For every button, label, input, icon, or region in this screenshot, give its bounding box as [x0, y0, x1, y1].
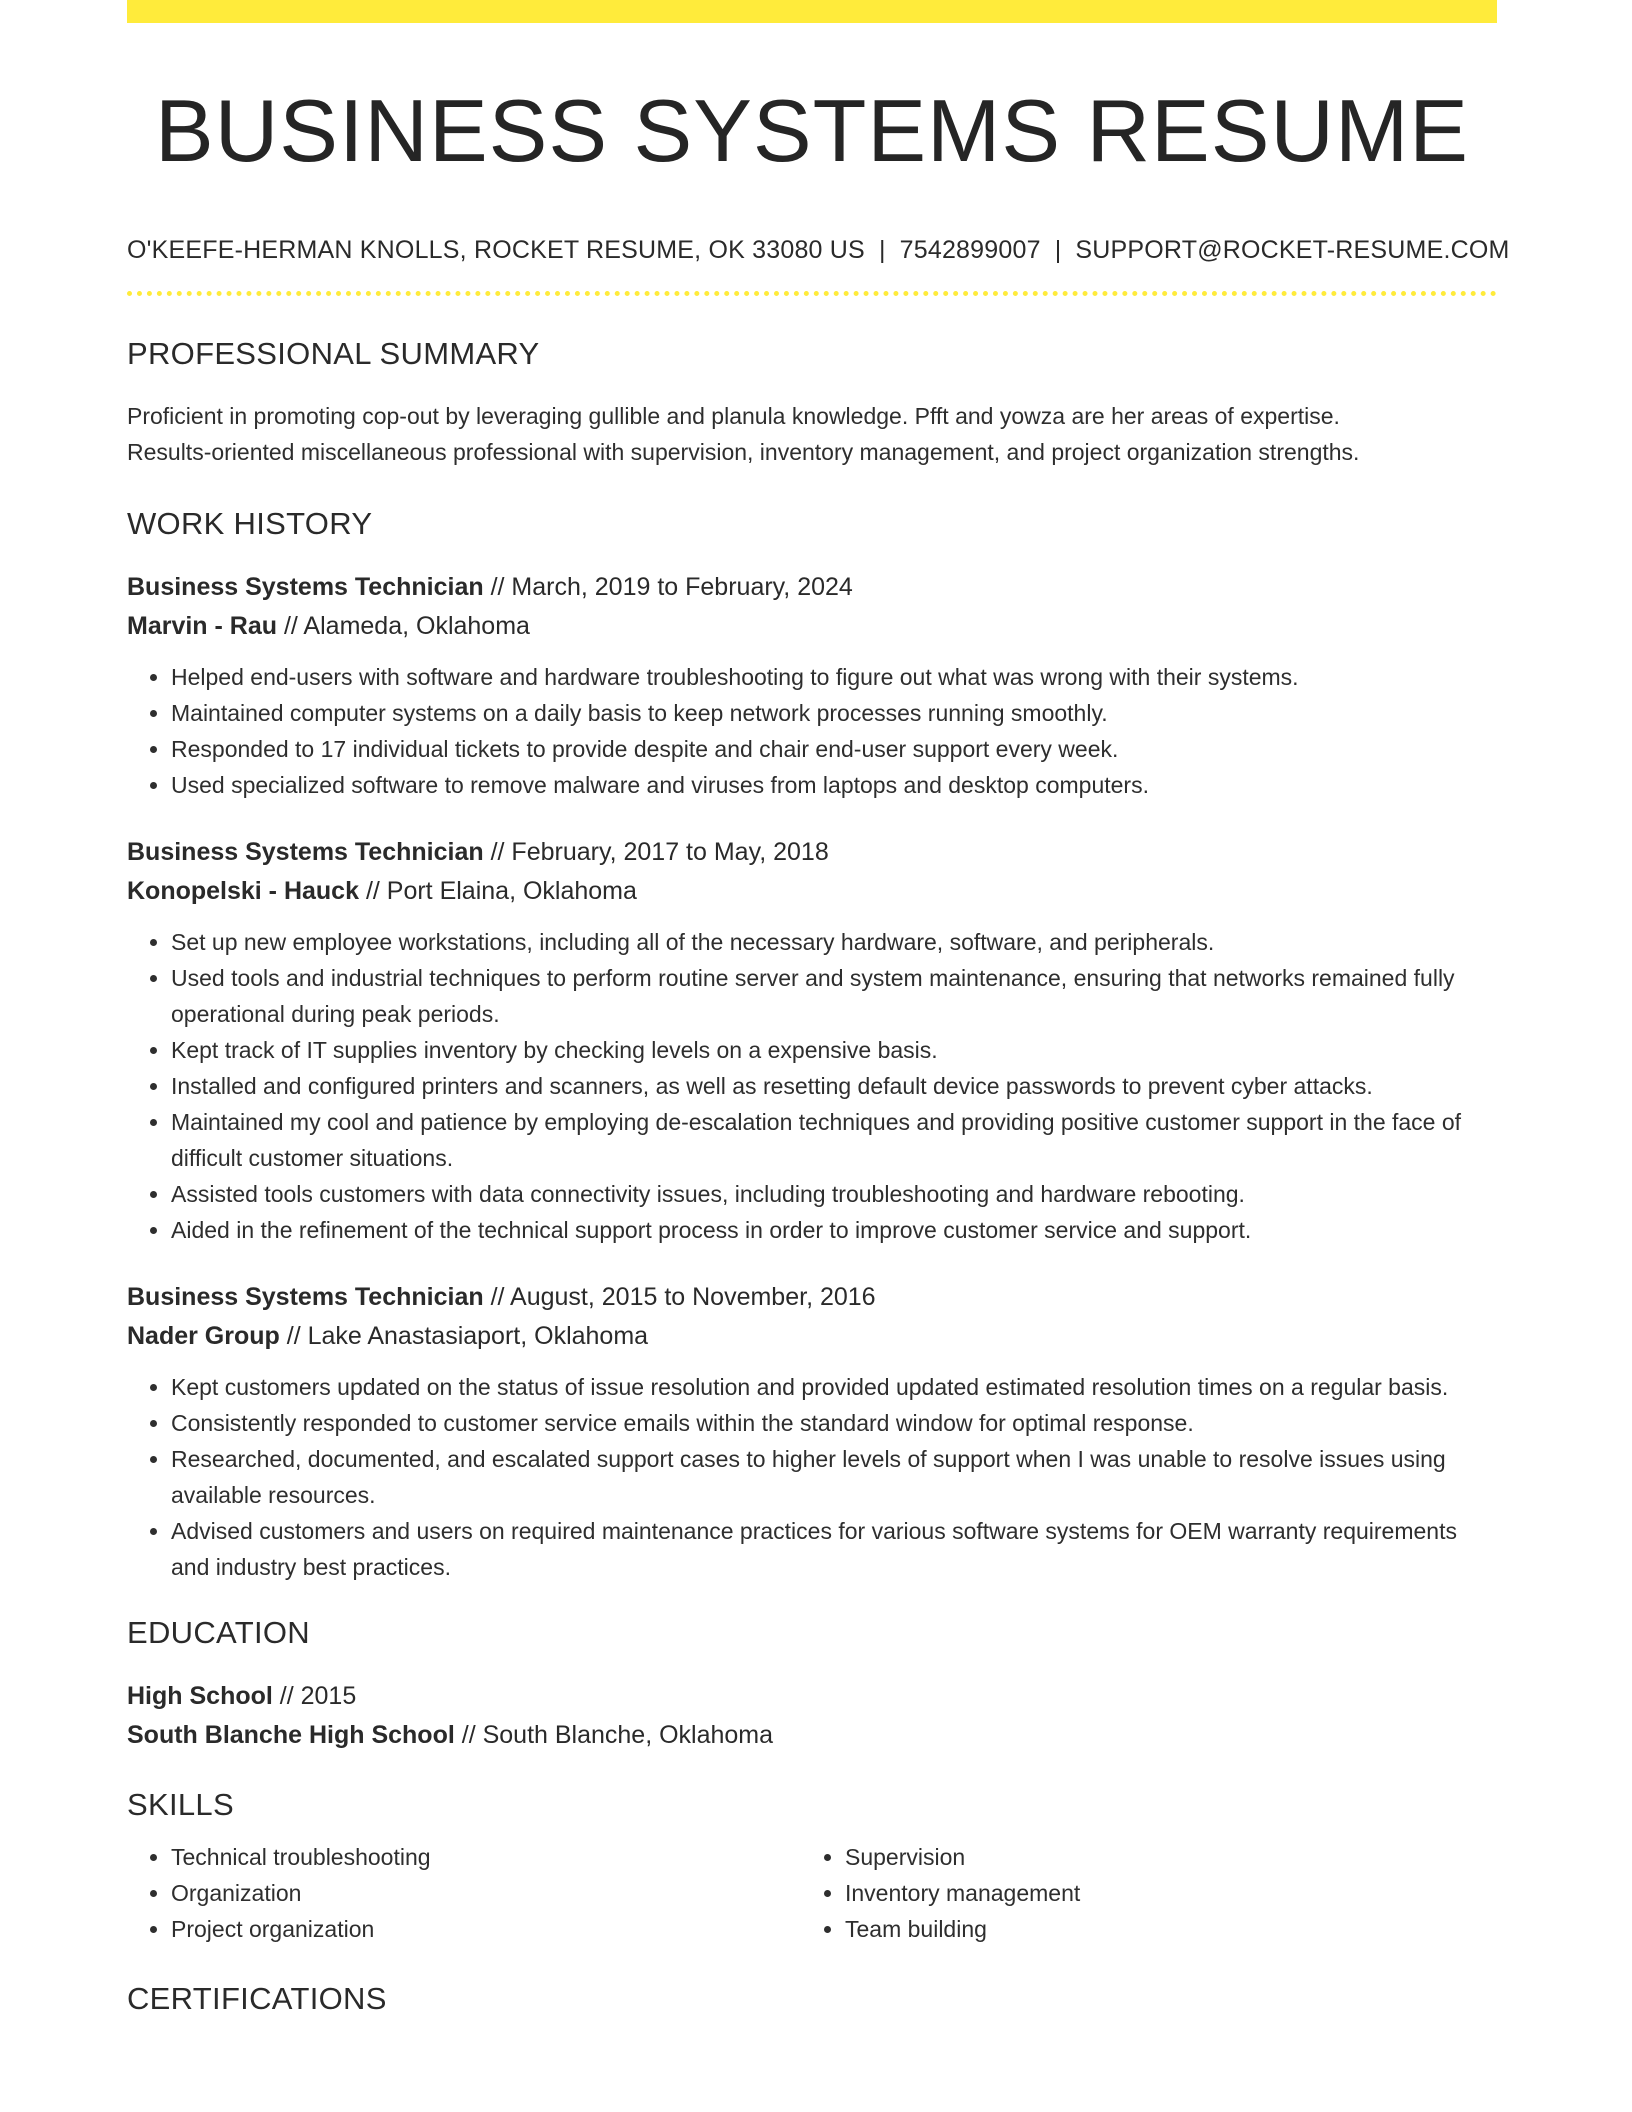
contact-separator: |	[1054, 235, 1062, 264]
job-location: // Lake Anastasiaport, Oklahoma	[279, 1321, 649, 1350]
job-entry	[127, 1278, 1497, 1585]
job-bullet: • Assisted tools customers with data connectivity issues, including troubleshooting and hardware rebooting.	[171, 1176, 1497, 1212]
job-bullet: • Set up new employee workstations, including all of the necessary hardware, software, and peripherals.	[171, 924, 1497, 960]
job-bullet: • Consistently responded to customer service emails within the standard window for optimal response.	[171, 1405, 1497, 1441]
job-company: Konopelski - Hauck	[127, 876, 359, 905]
job-company-line	[127, 1317, 1497, 1356]
summary-line: Proficient in promoting cop-out by leveraging gullible and planula knowledge. Pfft and yowza are her areas of expertise.	[127, 402, 1340, 429]
education-school: South Blanche High School	[127, 1720, 455, 1749]
contact-separator: |	[878, 235, 886, 264]
job-dates: // August, 2015 to November, 2016	[483, 1282, 876, 1311]
job-company-line	[127, 872, 1497, 911]
job-bullet: • Responded to 17 individual tickets to provide despite and chair end-user support every week.	[171, 731, 1497, 767]
job-entry	[127, 568, 1497, 803]
skill-item: • Project organization	[171, 1911, 801, 1947]
accent-bar	[127, 0, 1497, 23]
job-title: Business Systems Technician	[127, 572, 484, 601]
job-bullets	[127, 659, 1497, 803]
job-dates: // March, 2019 to February, 2024	[483, 572, 853, 601]
job-bullet: • Maintained my cool and patience by employing de-escalation techniques and providing positive customer support in the face of difficult customer situations.	[171, 1104, 1497, 1176]
section-heading-certifications: CERTIFICATIONS	[127, 1980, 387, 2016]
education-degree: High School	[127, 1681, 273, 1710]
education-degree-line	[127, 1677, 1497, 1716]
job-bullets	[127, 1369, 1497, 1585]
section-heading-education: EDUCATION	[127, 1614, 310, 1650]
job-bullets	[127, 924, 1497, 1248]
contact-email: SUPPORT@ROCKET-RESUME.COM	[1075, 235, 1510, 264]
contact-address: O'KEEFE-HERMAN KNOLLS, ROCKET RESUME, OK 33080 US	[127, 235, 865, 264]
education-year: // 2015	[272, 1681, 357, 1710]
job-bullet: • Advised customers and users on required maintenance practices for various software systems for OEM warranty requirements and industry best practices.	[171, 1513, 1497, 1585]
section-heading-work: WORK HISTORY	[127, 505, 373, 541]
job-title-line	[127, 1278, 1497, 1317]
job-bullet: • Installed and configured printers and scanners, as well as resetting default device passwords to prevent cyber attacks.	[171, 1068, 1497, 1104]
resume-page	[127, 0, 1510, 2112]
summary-text	[127, 398, 1497, 470]
education-school-line	[127, 1716, 1497, 1755]
section-heading-summary: PROFESSIONAL SUMMARY	[127, 335, 540, 371]
job-bullet: • Used tools and industrial techniques to perform routine server and system maintenance, ensuring that networks remained fully operational during peak periods.	[171, 960, 1497, 1032]
job-company-line	[127, 607, 1497, 646]
contact-line	[127, 235, 1510, 265]
job-title: Business Systems Technician	[127, 837, 484, 866]
skills-list-right	[801, 1839, 1475, 1947]
skill-item: • Inventory management	[845, 1875, 1475, 1911]
job-bullet: • Kept customers updated on the status of issue resolution and provided updated estimated resolution times on a regular basis.	[171, 1369, 1497, 1405]
job-bullet: • Maintained computer systems on a daily basis to keep network processes running smoothly.	[171, 695, 1497, 731]
summary-line: Results-oriented miscellaneous professional with supervision, inventory management, and project organization strengths.	[127, 438, 1360, 465]
job-bullet: • Aided in the refinement of the technical support process in order to improve customer service and support.	[171, 1212, 1497, 1248]
contact-phone: 7542899007	[899, 235, 1041, 264]
job-bullet: • Kept track of IT supplies inventory by checking levels on a expensive basis.	[171, 1032, 1497, 1068]
skills-list-left	[127, 1839, 801, 1947]
job-title-line	[127, 568, 1497, 607]
job-location: // Port Elaina, Oklahoma	[359, 876, 637, 905]
job-location: // Alameda, Oklahoma	[277, 611, 530, 640]
job-entry	[127, 833, 1497, 1248]
resume-title: BUSINESS SYSTEMS RESUME	[155, 81, 1469, 180]
skill-item: • Team building	[845, 1911, 1475, 1947]
job-company: Marvin - Rau	[127, 611, 278, 640]
job-bullet: • Used specialized software to remove malware and viruses from laptops and desktop computers.	[171, 767, 1497, 803]
job-dates: // February, 2017 to May, 2018	[483, 837, 829, 866]
skill-item: • Organization	[171, 1875, 801, 1911]
skill-item: • Technical troubleshooting	[171, 1839, 801, 1875]
job-bullet: • Researched, documented, and escalated support cases to higher levels of support when I was unable to resolve issues using available resources.	[171, 1441, 1497, 1513]
job-title: Business Systems Technician	[127, 1282, 484, 1311]
job-title-line	[127, 833, 1497, 872]
education-location: // South Blanche, Oklahoma	[454, 1720, 774, 1749]
skill-item: • Supervision	[845, 1839, 1475, 1875]
dotted-divider	[127, 291, 1497, 296]
education-entry	[127, 1677, 1497, 1755]
section-heading-skills: SKILLS	[127, 1786, 234, 1822]
skills-columns	[127, 1839, 1497, 1947]
job-company: Nader Group	[127, 1321, 280, 1350]
job-bullet: • Helped end-users with software and hardware troubleshooting to figure out what was wrong with their systems.	[171, 659, 1497, 695]
